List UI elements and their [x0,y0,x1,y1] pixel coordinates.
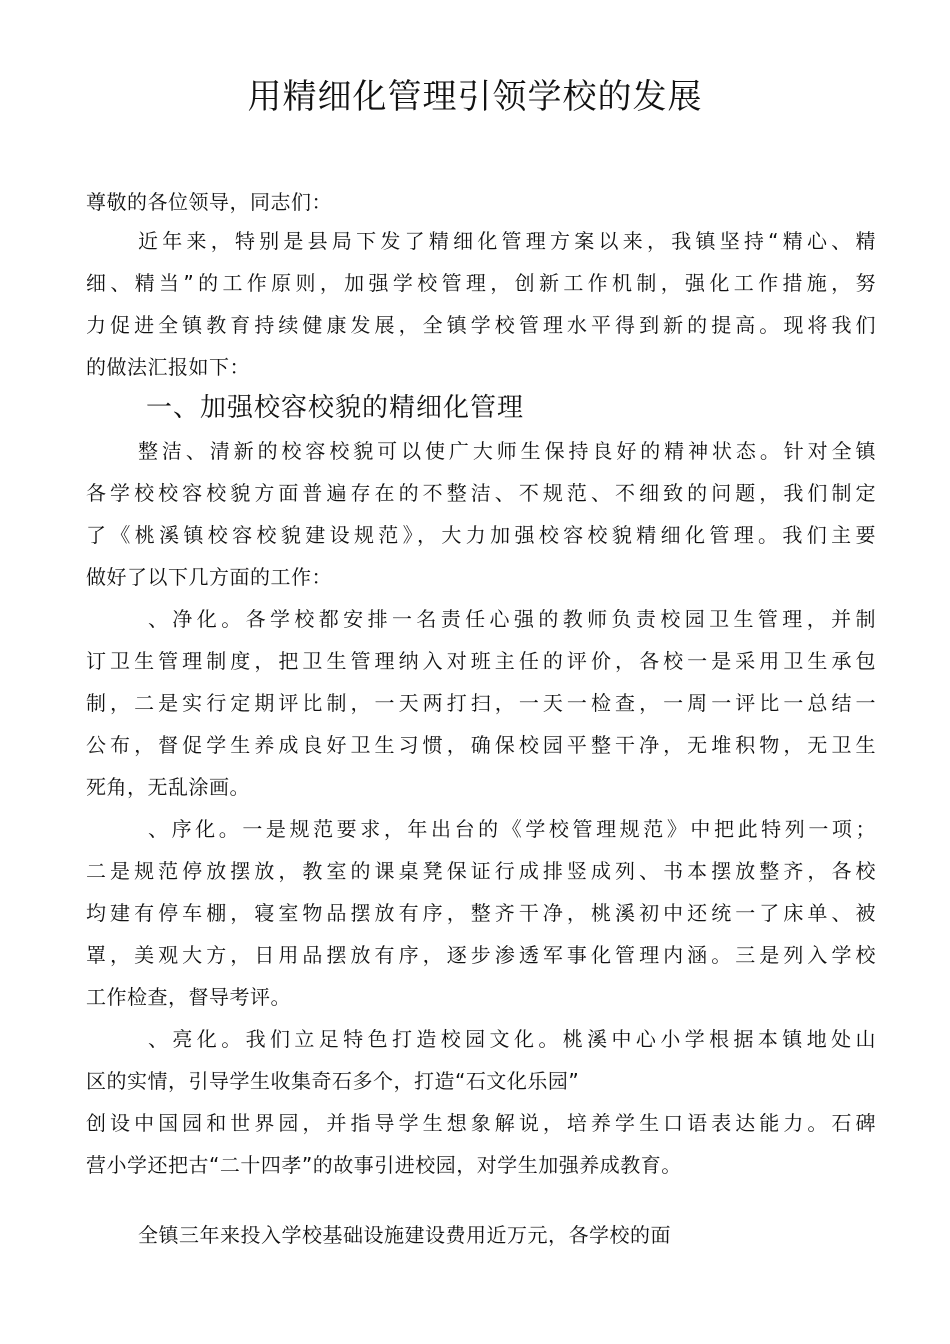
item-line: 区的实情，引导学生收集奇石多个，打造“石文化乐园” [86,1069,580,1093]
intro-line: 近年来，特别是县局下发了精细化管理方案以来，我镇坚持“精心、精 [138,229,876,253]
item-line: 公布，督促学生养成良好卫生习惯，确保校园平整干净，无堆积物，无卫生 [86,733,876,757]
item-line: 均建有停车棚，寝室物品摆放有序，整齐干净，桃溪初中还统一了床单、被 [86,901,876,925]
closing-line: 全镇三年来投入学校基础设施建设费用近万元，各学校的面 [138,1223,671,1247]
item-line: 创设中国园和世界园，并指导学生想象解说，培养学生口语表达能力。石碑 [86,1111,876,1135]
paragraph-line: 了《桃溪镇校容校貌建设规范》，大力加强校容校貌精细化管理。我们主要 [86,523,876,547]
item-line: 、亮化。我们立足特色打造校园文化。桃溪中心小学根据本镇地处山 [148,1027,876,1051]
item-line: 工作检查，督导考评。 [86,985,291,1009]
item-line: 罩，美观大方，日用品摆放有序，逐步渗透军事化管理内涵。三是列入学校 [86,943,876,967]
item-line: 死角，无乱涂画。 [86,775,250,799]
intro-line: 的做法汇报如下： [86,355,250,379]
item-line: 、净化。各学校都安排一名责任心强的教师负责校园卫生管理，并制 [148,607,876,631]
document-title: 用精细化管理引领学校的发展 [247,77,703,117]
intro-line: 细、精当”的工作原则，加强学校管理，创新工作机制，强化工作措施，努 [86,271,876,295]
item-line: 订卫生管理制度，把卫生管理纳入对班主任的评价，各校一是采用卫生承包 [86,649,876,673]
item-line: 二是规范停放摆放，教室的课桌凳保证行成排竖成列、书本摆放整齐，各校 [86,859,876,883]
paragraph-line: 整洁、清新的校容校貌可以使广大师生保持良好的精神状态。针对全镇 [138,439,876,463]
intro-line: 力促进全镇教育持续健康发展，全镇学校管理水平得到新的提高。现将我们 [86,313,876,337]
paragraph-line: 做好了以下几方面的工作： [86,565,332,589]
item-line: 制，二是实行定期评比制，一天两打扫，一天一检查，一周一评比一总结一 [86,691,876,715]
item-line: 营小学还把古“二十四孝”的故事引进校园，对学生加强养成教育。 [86,1153,682,1177]
paragraph-line: 各学校校容校貌方面普遍存在的不整洁、不规范、不细致的问题，我们制定 [86,481,876,505]
item-line: 、序化。一是规范要求，年出台的《学校管理规范》中把此特列一项； [148,817,876,841]
salutation: 尊敬的各位领导，同志们： [86,190,332,214]
section-heading: 一、加强校容校貌的精细化管理 [146,393,525,423]
